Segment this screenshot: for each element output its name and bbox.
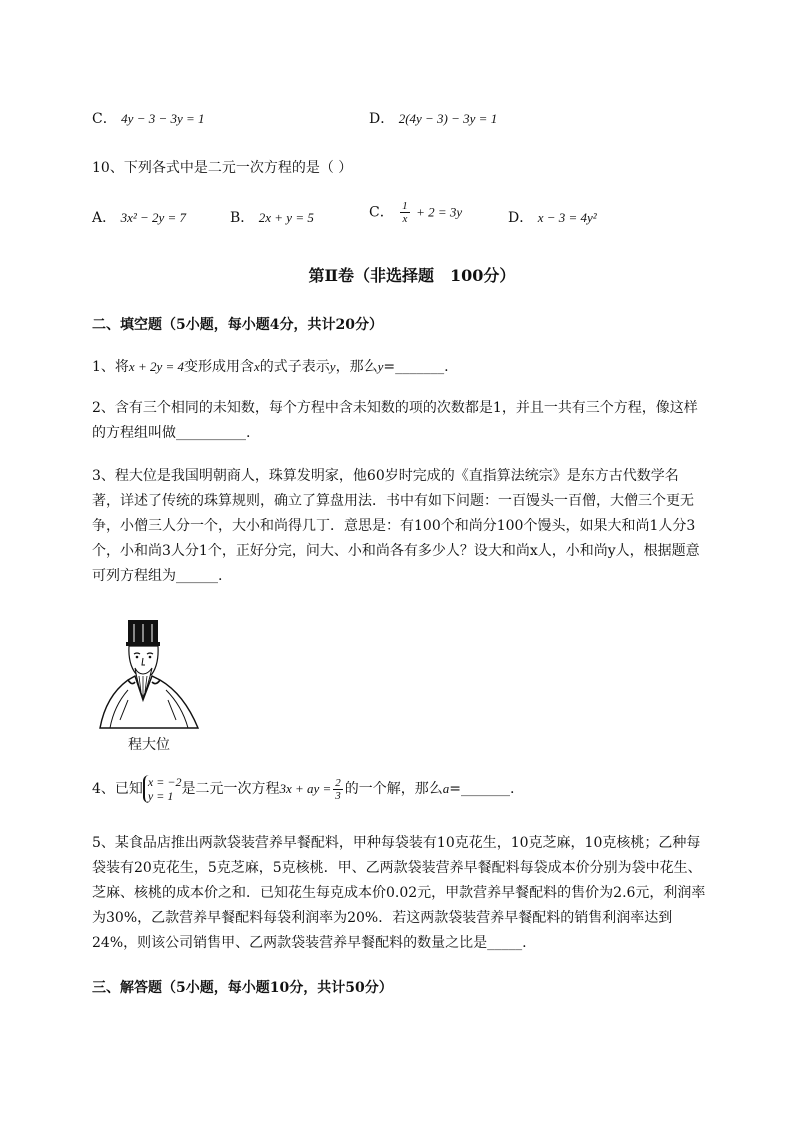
fraction xyxy=(333,777,343,802)
system-line: y = 1 xyxy=(147,789,174,803)
option-label: C． xyxy=(369,204,394,221)
q10-option-c xyxy=(369,200,462,225)
option-label: C． xyxy=(92,111,117,127)
text: 是二元一次方程 xyxy=(181,781,280,797)
part2-title: 第Ⅱ卷（非选择题 100分） xyxy=(308,266,516,285)
equation-system xyxy=(143,775,182,803)
equation: x + 2y = 4 xyxy=(128,359,185,374)
q10-option-d xyxy=(508,207,597,227)
option-expression: 2x + y = 5 xyxy=(258,210,314,225)
fill-q5: 5、某食品店推出两款袋装营养早餐配料，甲种每袋装有10克花生，10克芝麻，10克核桃；乙种每袋装有20克花生，5克芝麻，5克核桃．甲、乙两款袋装营养早餐配料每袋成本价分别为袋中花生、芝麻、核桃的成本价之和．已知花生每克成本价0.02元，甲款营养早餐配料的售价为2.6元，利润率为30%，乙款营养早餐配料每袋利润率为20%．若这两款袋装营养早餐配料的销售利润率达到24%，则该公司销售甲、乙两款袋装营养早餐配料的数量之比是_____. xyxy=(92,835,706,951)
q9-option-c xyxy=(92,108,205,128)
fraction-numerator: 2 xyxy=(335,776,341,789)
text: ，那么 xyxy=(335,359,378,375)
text: 1、将 xyxy=(92,359,129,375)
option-expression: 4y − 3 − 3y = 1 xyxy=(121,111,205,126)
text: 变形成用含 xyxy=(184,359,255,375)
text: 的一个解，那么 xyxy=(344,781,443,797)
fill-q3: 3、程大位是我国明朝商人，珠算发明家，他60岁时完成的《直指算法统宗》是东方古代数学名著，详述了传统的珠算规则，确立了算盘用法．书中有如下问题：一百馒头一百僧，大僧三个更无争，小僧三人分一个，大小和尚得几丁．意思是：有100个和尚分100个馒头，如果大和尚1人分3个，小和尚3人分1个，正好分完，问大、小和尚各有多少人？设大和尚x人，小和尚y人，根据题意可列方程组为______. xyxy=(92,468,700,584)
option-label: D． xyxy=(508,210,534,226)
q10-option-a xyxy=(92,207,186,227)
text: 4、已知 xyxy=(92,781,143,797)
answer-blank: =_______. xyxy=(449,781,515,797)
variable: y xyxy=(329,359,336,374)
option-label: D． xyxy=(369,111,395,127)
fill-q2: 2、含有三个相同的未知数，每个方程中含未知数的项的次数都是1，并且一共有三个方程，像这样的方程组叫做__________. xyxy=(92,400,698,441)
portrait-robe xyxy=(100,676,198,728)
q10-stem: 10、下列各式中是二元一次方程的是（ ） xyxy=(92,160,353,176)
cheng-dawei-portrait xyxy=(98,616,200,730)
fraction-denominator: 3 xyxy=(335,789,341,802)
option-expression: 3x² − 2y = 7 xyxy=(120,210,187,225)
fraction-numerator: 1 xyxy=(402,200,408,212)
section3-heading: 三、解答题（5小题，每小题10分，共计50分） xyxy=(92,980,393,996)
portrait-face xyxy=(129,646,158,677)
option-expression: + 2 = 3y xyxy=(416,204,463,220)
option-label: A． xyxy=(92,210,117,226)
equation: 3x + ay = xyxy=(279,781,332,796)
text: 的式子表示 xyxy=(259,359,330,375)
variable: a xyxy=(442,781,450,796)
section2-heading: 二、填空题（5小题，每小题4分，共计20分） xyxy=(92,317,383,333)
system-line: x = −2 xyxy=(147,775,182,789)
option-expression: 2(4y − 3) − 3y = 1 xyxy=(398,111,498,126)
portrait-caption: 程大位 xyxy=(128,737,170,753)
q9-option-d xyxy=(369,108,497,128)
option-label: B． xyxy=(230,210,255,226)
variable: y xyxy=(377,359,384,374)
q10-option-b xyxy=(230,207,314,227)
option-expression: x − 3 = 4y² xyxy=(537,210,597,225)
answer-blank: =_______. xyxy=(383,359,449,375)
fraction xyxy=(400,200,410,225)
variable: x xyxy=(254,359,260,374)
fill-q1 xyxy=(92,356,449,376)
fill-q4 xyxy=(92,775,514,803)
fraction-denominator: x xyxy=(402,213,408,225)
